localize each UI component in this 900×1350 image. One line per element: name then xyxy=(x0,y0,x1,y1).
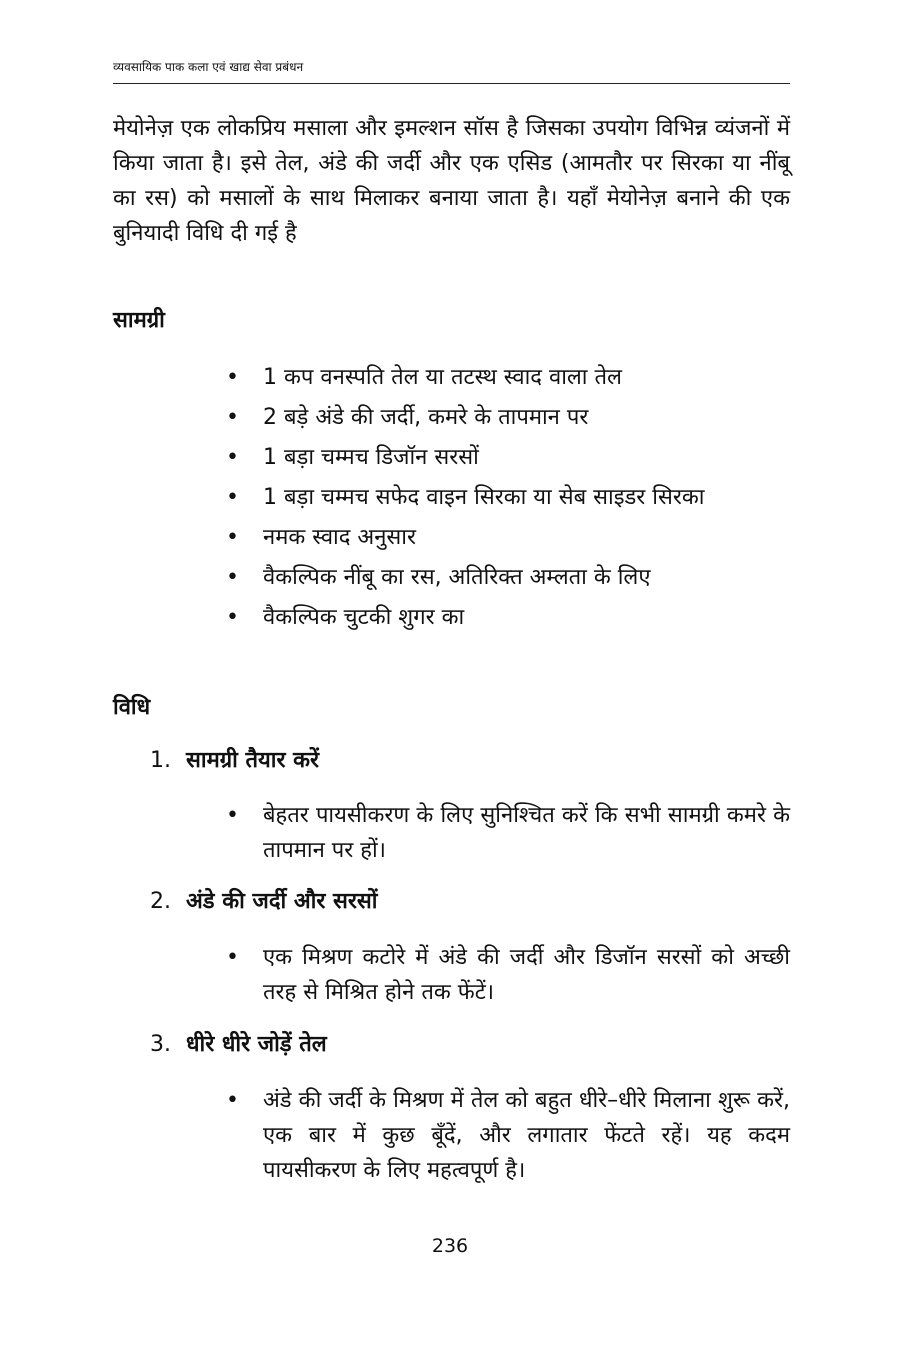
ingredients-list xyxy=(226,360,790,635)
bullet-icon: • xyxy=(226,445,239,470)
bullet-icon: • xyxy=(226,365,239,390)
list-item-text: 1 कप वनस्पति तेल या तटस्थ स्वाद वाला तेल xyxy=(263,365,622,390)
method-heading: विधि xyxy=(113,695,151,720)
step-number: 2. xyxy=(150,889,171,914)
list-item xyxy=(226,440,790,475)
list-item xyxy=(226,600,790,635)
step-title-text: अंडे की जर्दी और सरसों xyxy=(186,889,378,914)
list-item-text: 2 बड़े अंडे की जर्दी, कमरे के तापमान पर xyxy=(263,405,589,430)
bullet-icon: • xyxy=(226,945,239,970)
step-1-title xyxy=(150,746,319,776)
list-item xyxy=(226,1083,790,1188)
list-item xyxy=(226,940,790,1010)
list-item-text: 1 बड़ा चम्मच सफेद वाइन सिरका या सेब साइडर सिरका xyxy=(263,485,705,510)
list-item-text: एक मिश्रण कटोरे में अंडे की जर्दी और डिजॉन सरसों को अच्छी तरह से मिश्रित होने तक फेंटें। xyxy=(263,945,790,1005)
list-item xyxy=(226,360,790,395)
list-item-text: बेहतर पायसीकरण के लिए सुनिश्चित करें कि सभी सामग्री कमरे के तापमान पर हों। xyxy=(263,803,790,863)
list-item xyxy=(226,400,790,435)
list-item xyxy=(226,520,790,555)
list-item-text: वैकल्पिक चुटकी शुगर का xyxy=(263,605,465,630)
step-title-text: सामग्री तैयार करें xyxy=(186,748,320,773)
page-number: 236 xyxy=(431,1235,469,1257)
step-2-points xyxy=(226,940,790,1010)
header-rule xyxy=(113,83,790,84)
step-number: 1. xyxy=(150,748,171,773)
step-1-points xyxy=(226,798,790,868)
ingredients-heading: सामग्री xyxy=(113,308,165,333)
step-2-title xyxy=(150,887,377,917)
step-3-points xyxy=(226,1083,790,1188)
bullet-icon: • xyxy=(226,1088,239,1113)
bullet-icon: • xyxy=(226,525,239,550)
list-item-text: वैकल्पिक नींबू का रस, अतिरिक्त अम्लता के लिए xyxy=(263,565,651,590)
list-item-text: अंडे की जर्दी के मिश्रण में तेल को बहुत धीरे–धीरे मिलाना शुरू करें, एक बार में कुछ बूँदें, और लगातार फेंटते रहें। यह कदम पायसीकरण के लिए महत्वपूर्ण है। xyxy=(263,1088,790,1183)
list-item-text: 1 बड़ा चम्मच डिजॉन सरसों xyxy=(263,445,479,470)
bullet-icon: • xyxy=(226,605,239,630)
list-item xyxy=(226,480,790,515)
step-number: 3. xyxy=(150,1032,171,1057)
bullet-icon: • xyxy=(226,405,239,430)
intro-paragraph: मेयोनेज़ एक लोकप्रिय मसाला और इमल्शन सॉस है जिसका उपयोग विभिन्न व्यंजनों में किया जाता है। इसे तेल, अंडे की जर्दी और एक एसिड (आमतौर पर सिरका या नींबू का रस) को मसालों के साथ मिलाकर बनाया जाता है। यहाँ मेयोनेज़ बनाने की एक बुनियादी विधि दी गई है xyxy=(113,116,790,246)
running-header: व्यवसायिक पाक कला एवं खाद्य सेवा प्रबंधन xyxy=(113,60,304,74)
list-item xyxy=(226,560,790,595)
step-title-text: धीरे धीरे जोड़ें तेल xyxy=(186,1032,327,1057)
list-item xyxy=(226,798,790,868)
list-item-text: नमक स्वाद अनुसार xyxy=(263,525,417,550)
bullet-icon: • xyxy=(226,485,239,510)
step-3-title xyxy=(150,1030,327,1060)
bullet-icon: • xyxy=(226,565,239,590)
bullet-icon: • xyxy=(226,803,239,828)
